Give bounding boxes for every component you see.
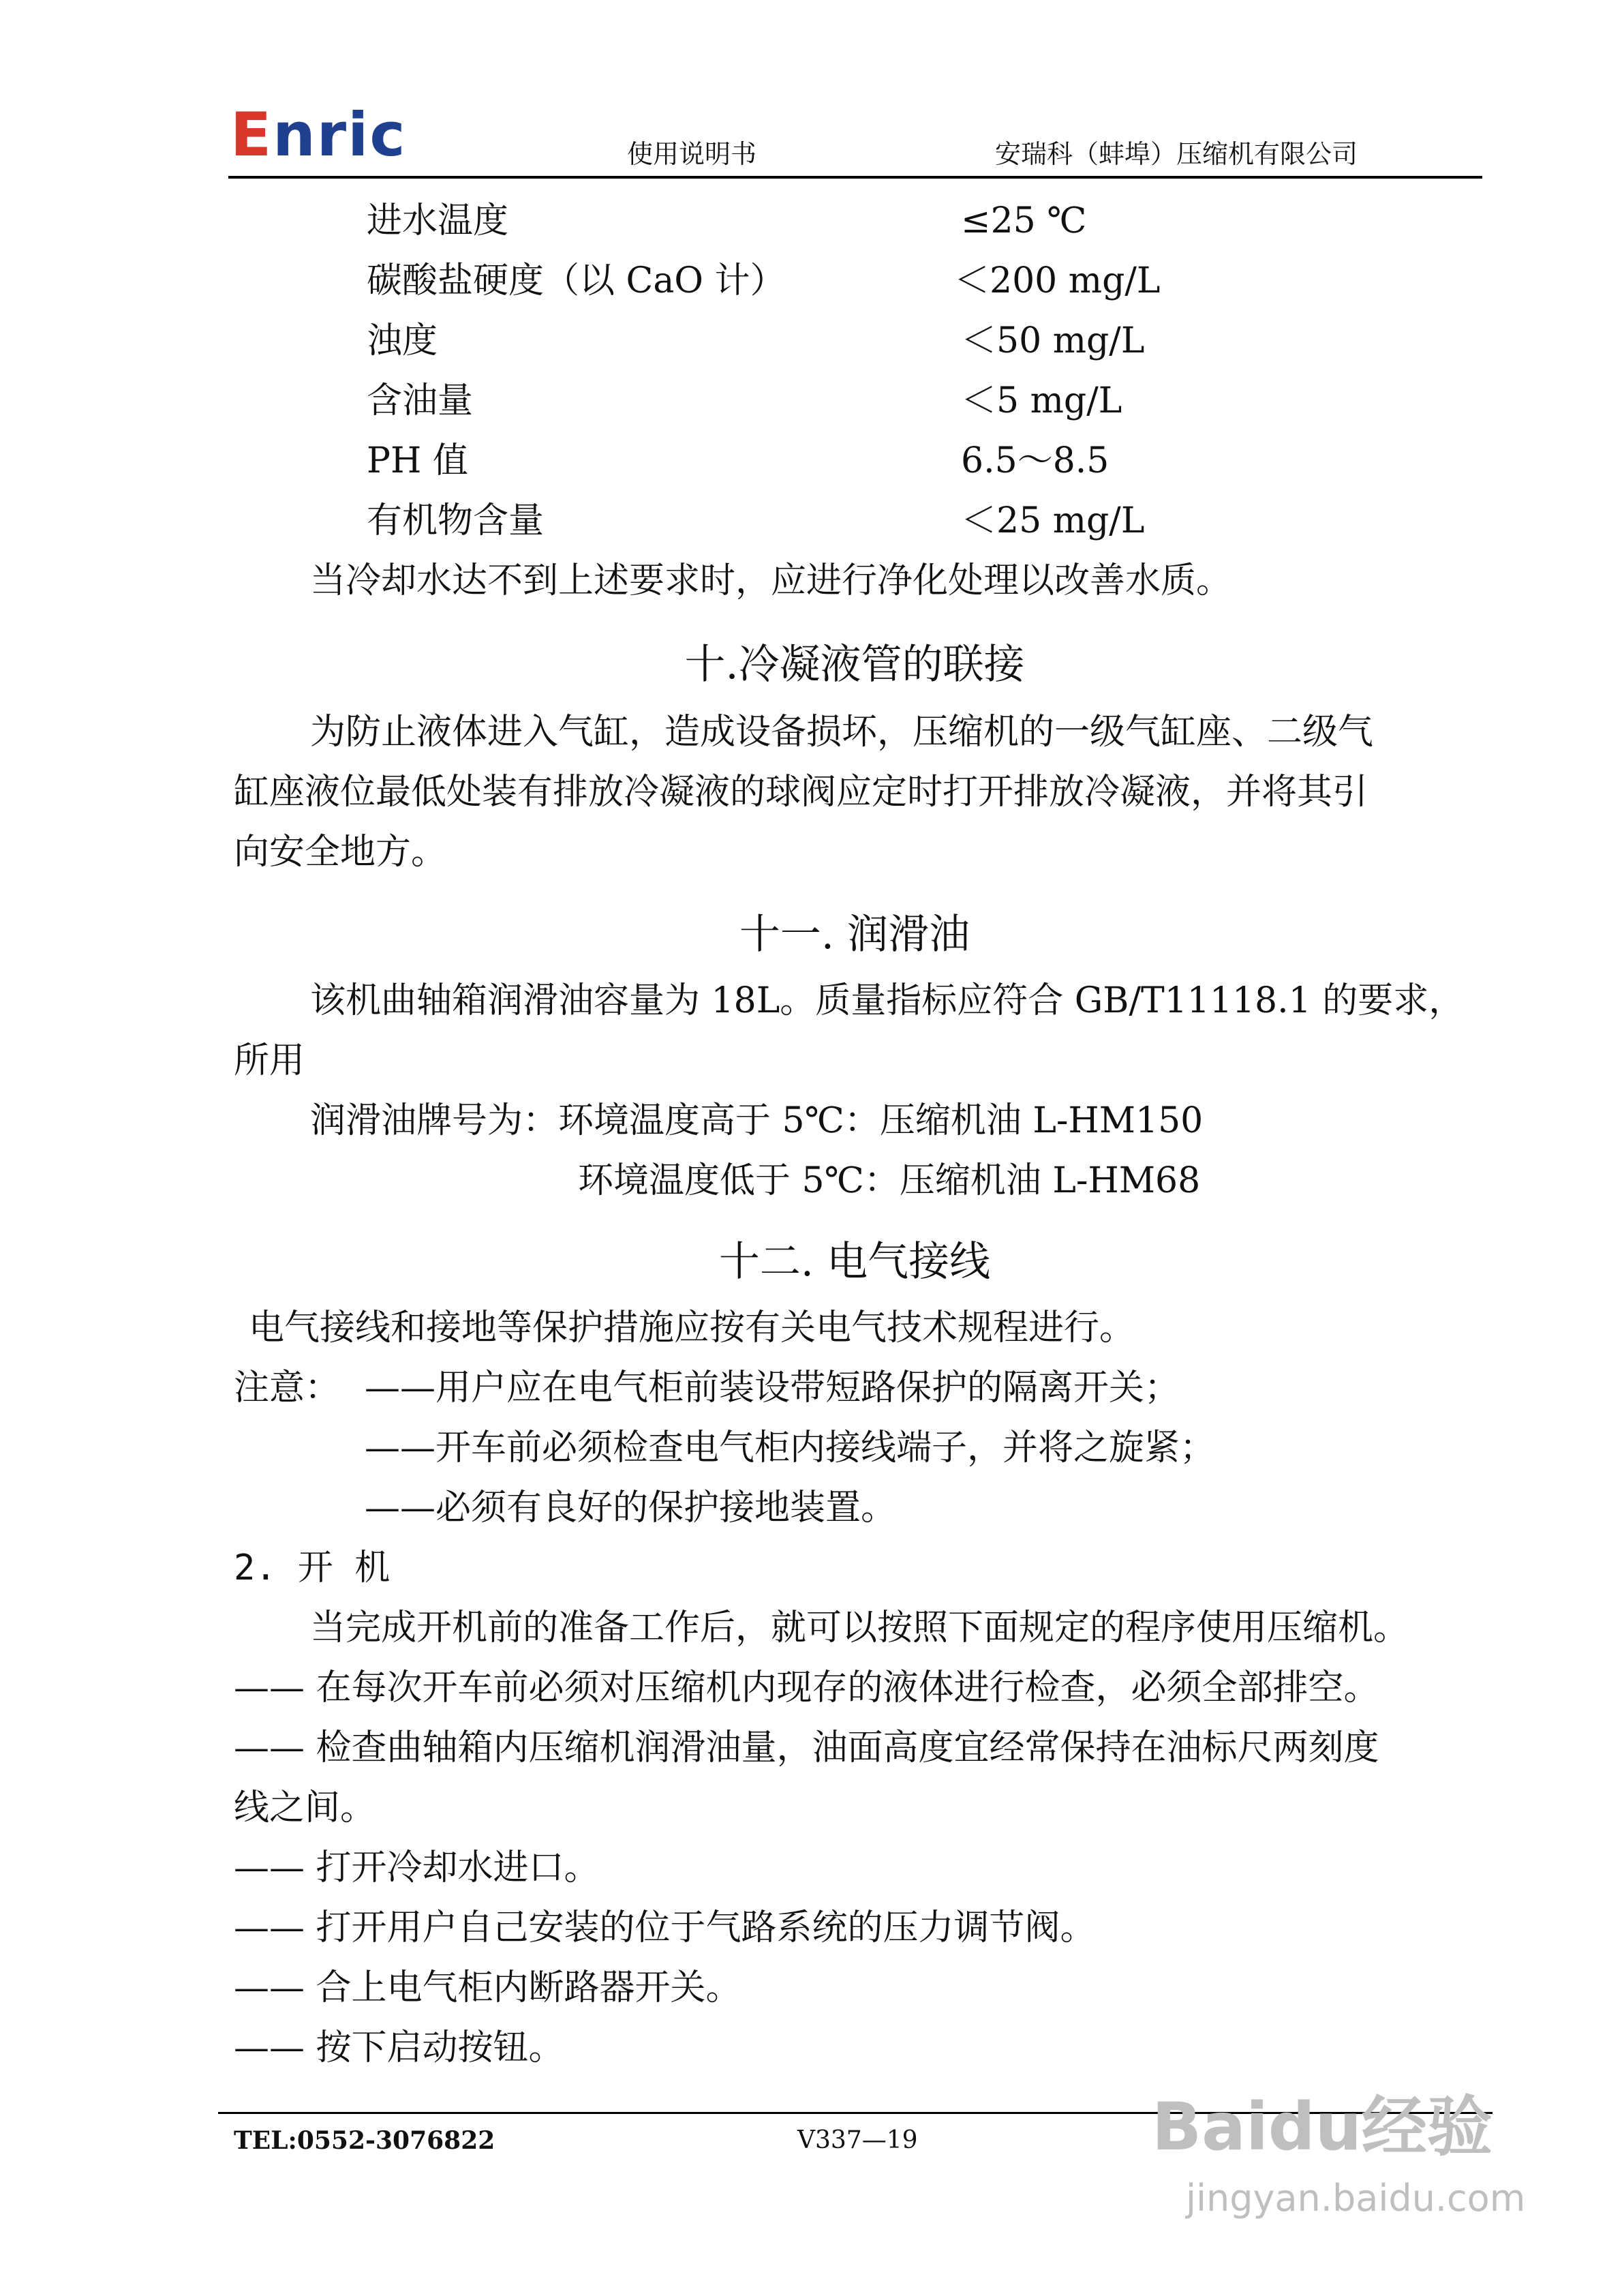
footer-tel: TEL:0552-3076822 <box>234 2126 495 2155</box>
note-label: 注意： <box>234 1368 341 1408</box>
spec-value: 6.5～8.5 <box>961 440 1110 481</box>
spec-label: 碳酸盐硬度（以 CaO 计） <box>367 260 786 301</box>
spec-value: ＜5 mg/L <box>961 380 1122 421</box>
note-item: ——用户应在电气柜前装设带短路保护的隔离开关； <box>365 1368 1180 1408</box>
logo-letters: nric <box>273 100 407 170</box>
spec-label: PH 值 <box>367 440 468 481</box>
section-12-heading: 十二. 电气接线 <box>718 1238 991 1286</box>
spec-value: ≤25 ℃ <box>961 200 1087 241</box>
section-12-intro: 电气接线和接地等保护措施应按有关电气技术规程进行。 <box>249 1308 1135 1348</box>
spec-label: 有机物含量 <box>367 500 545 541</box>
startup-intro: 当完成开机前的准备工作后，就可以按照下面规定的程序使用压缩机。 <box>310 1607 1409 1648</box>
spec-label: 含油量 <box>367 380 474 421</box>
paragraph-line: 润滑油牌号为：环境温度高于 5℃：压缩机油 L-HM150 <box>310 1100 1204 1141</box>
paragraph-line: 环境温度低于 5℃：压缩机油 L-HM68 <box>578 1160 1201 1201</box>
company-name: 安瑞科（蚌埠）压缩机有限公司 <box>995 139 1358 169</box>
section-10-heading: 十.冷凝液管的联接 <box>684 641 1025 689</box>
spec-value: ＜50 mg/L <box>961 320 1145 361</box>
paragraph-line: 该机曲轴箱润滑油容量为 18L。质量指标应符合 GB/T11118.1 的要求， <box>310 980 1465 1021</box>
startup-step: —— 在每次开车前必须对压缩机内现存的液体进行检查，必须全部排空。 <box>234 1667 1379 1708</box>
paragraph-line: 向安全地方。 <box>234 832 447 873</box>
spec-value: ＜25 mg/L <box>961 500 1145 541</box>
paragraph-line: 所用 <box>234 1040 305 1081</box>
startup-step: —— 按下启动按钮。 <box>234 2027 564 2068</box>
company-logo <box>230 100 407 170</box>
spec-label: 进水温度 <box>367 200 509 241</box>
startup-title: 2. 开 机 <box>234 1547 391 1588</box>
spec-label: 浊度 <box>367 320 438 361</box>
startup-step: —— 打开用户自己安装的位于气路系统的压力调节阀。 <box>234 1907 1096 1948</box>
footer-page-code: V337—19 <box>797 2126 918 2154</box>
spec-value: ＜200 mg/L <box>954 260 1161 301</box>
watermark-brand: Baidu经验 <box>1152 2089 1493 2165</box>
paragraph-line: 为防止液体进入气缸，造成设备损坏，压缩机的一级气缸座、二级气 <box>310 712 1374 753</box>
document-type: 使用说明书 <box>627 139 757 169</box>
water-spec-note: 当冷却水达不到上述要求时，应进行净化处理以改善水质。 <box>310 560 1232 601</box>
section-11-heading: 十一. 润滑油 <box>739 911 970 958</box>
note-item: ——必须有良好的保护接地装置。 <box>365 1487 897 1528</box>
startup-step: —— 打开冷却水进口。 <box>234 1847 600 1888</box>
header-rule <box>228 176 1482 179</box>
logo-letter-e: E <box>230 100 273 170</box>
startup-step: —— 检查曲轴箱内压缩机润滑油量，油面高度宜经常保持在油标尺两刻度 <box>234 1727 1379 1768</box>
watermark-url: jingyan.baidu.com <box>1186 2177 1526 2220</box>
note-item: ——开车前必须检查电气柜内接线端子，并将之旋紧； <box>365 1428 1216 1468</box>
startup-step: 线之间。 <box>234 1787 376 1828</box>
paragraph-line: 缸座液位最低处装有排放冷凝液的球阀应定时打开排放冷凝液，并将其引 <box>234 772 1368 813</box>
startup-step: —— 合上电气柜内断路器开关。 <box>234 1967 741 2008</box>
